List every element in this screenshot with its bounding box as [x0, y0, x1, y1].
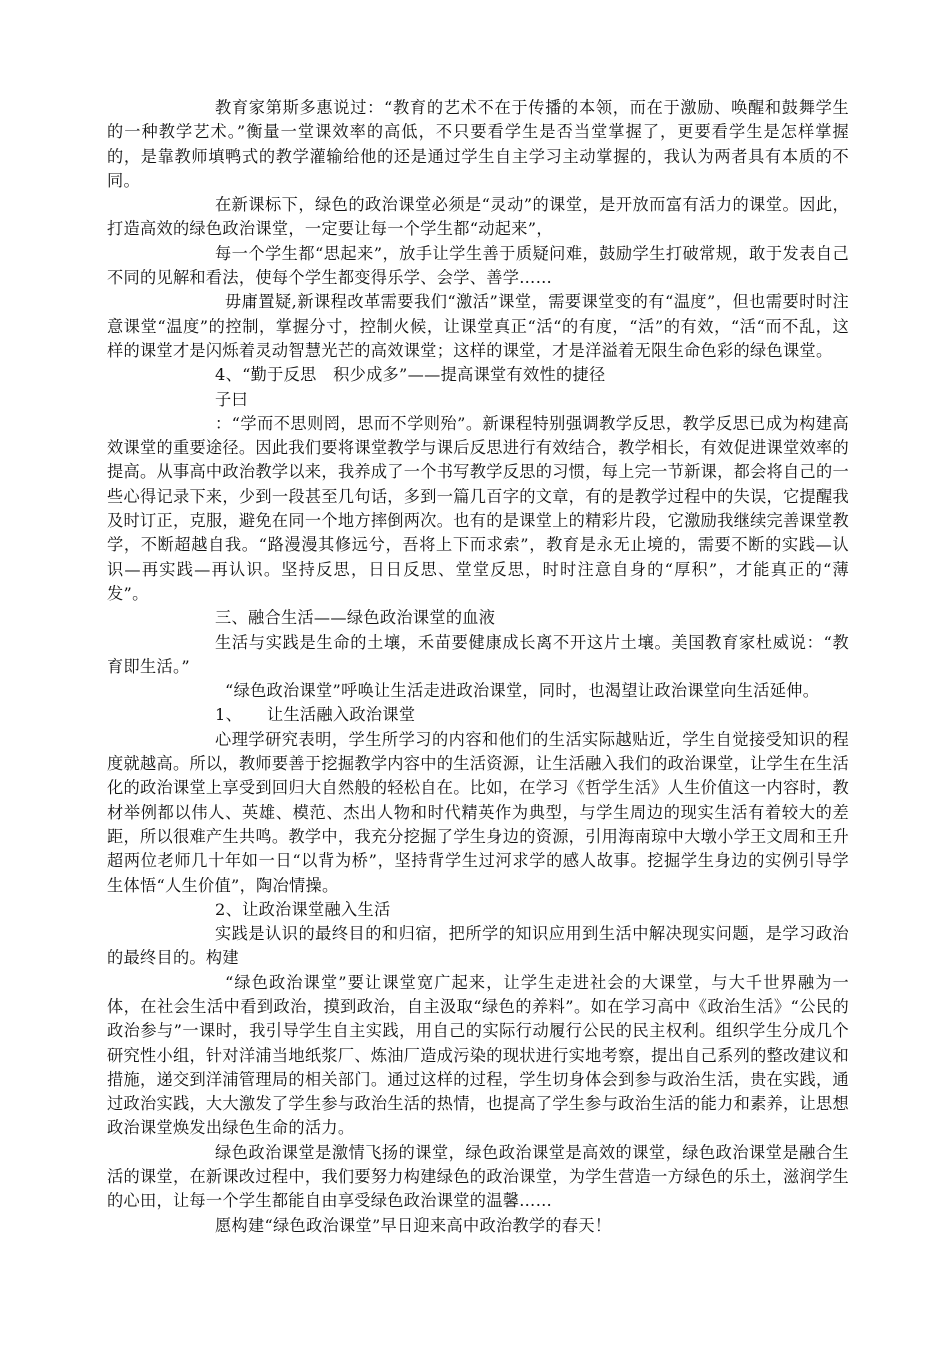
- section-heading: 4、“勤于反思 积少成多”——提高课堂有效性的捷径: [215, 365, 606, 385]
- paragraph: 愿构建“绿色政治课堂”早日迎来高中政治教学的春天！: [215, 1215, 612, 1235]
- paragraph: 生活与实践是生命的土壤，禾苗要健康成长离不开这片土壤。美国教育家杜威说：“教育即生活。”: [107, 632, 849, 676]
- paragraph: 绿色政治课堂是激情飞扬的课堂，绿色政治课堂是高效的课堂，绿色政治课堂是融合生活的课堂，在新课改过程中，我们要努力构建绿色的政治课堂，为学生营造一方绿色的乐土，滋润学生的心田，让每一个学生都能自由享受绿色政治课堂的温馨……: [107, 1142, 849, 1211]
- paragraph: 心理学研究表明，学生所学习的内容和他们的生活实际越贴近，学生自觉接受知识的程度就越高。所以，教师要善于挖掘教学内容中的生活资源，让生活融入我们的政治课堂，让学生在生活化的政治课堂上享受到回归大自然般的轻松自在。比如，在学习《哲学生活》人生价值这一内容时，教材举例都以伟人、英雄、模范、杰出人物和时代精英作为典型，与学生周边的现实生活有着较大的差距，所以很难产生共鸣。教学中，我充分挖掘了学生身边的资源，引用海南琼中大墩小学王文周和王升超两位老师几十年如一日“以背为桥”，坚持背学生过河求学的感人故事。挖掘学生身边的实例引导学生体悟“人生价值”，陶冶情操。: [107, 729, 849, 895]
- section-heading: 三、融合生活——绿色政治课堂的血液: [215, 608, 496, 628]
- paragraph: “绿色政治课堂”要让课堂宽广起来，让学生走进社会的大课堂，与大千世界融为一体，在社会生活中看到政治，摸到政治，自主汲取“绿色的养料”。如在学习高中《政治生活》“公民的政治参与”一课时，我引导学生自主实践，用自己的实际行动履行公民的民主权利。组织学生分成几个研究性小组，针对洋浦当地纸浆厂、炼油厂造成污染的现状进行实地考察，提出自己系列的整改建议和措施，递交到洋浦管理局的相关部门。通过这样的过程，学生切身体会到参与政治生活，贵在实践，通过政治实践，大大激发了学生参与政治生活的热情，也提高了学生参与政治生活的能力和素养，让思想政治课堂焕发出绿色生命的活力。: [107, 972, 849, 1138]
- paragraph: 子曰: [215, 389, 248, 409]
- paragraph: “绿色政治课堂”呼唤让生活走进政治课堂，同时，也渴望让政治课堂向生活延伸。: [225, 681, 820, 701]
- section-heading: 1、 让生活融入政治课堂: [215, 705, 416, 725]
- document-body: [107, 96, 849, 1238]
- section-heading: 2、让政治课堂融入生活: [215, 899, 391, 919]
- paragraph: ：“学而不思则罔，思而不学则殆”。新课程特别强调教学反思，教学反思已成为构建高效课堂的重要途径。因此我们要将课堂教学与课后反思进行有效结合，教学相长，有效促进课堂效率的提高。从事高中政治教学以来，我养成了一个书写教学反思的习惯，每上完一节新课，都会将自己的一些心得记录下来，少到一段甚至几句话，多到一篇几百字的文章，有的是教学过程中的失误，它提醒我及时订正，克服，避免在同一个地方摔倒两次。也有的是课堂上的精彩片段，它激励我继续完善课堂教学，不断超越自我。“路漫漫其修远兮，吾将上下而求索”，教育是永无止境的，需要不断的实践—认识—再实践—再认识。坚持反思，日日反思、堂堂反思，时时注意自身的“厚积”，才能真正的“薄发”。: [107, 413, 849, 603]
- paragraph: 每一个学生都“思起来”，放手让学生善于质疑问难，鼓励学生打破常规，敢于发表自己不同的见解和看法，使每个学生都变得乐学、会学、善学……: [107, 243, 849, 288]
- paragraph: 实践是认识的最终目的和归宿，把所学的知识应用到生活中解决现实问题，是学习政治的最终目的。构建: [107, 924, 849, 968]
- paragraph: 教育家第斯多惠说过：“教育的艺术不在于传播的本领，而在于激励、唤醒和鼓舞学生的一种教学艺术。”衡量一堂课效率的高低，不只要看学生是否当堂掌握了，更要看学生是怎样掌握的，是靠教师填鸭式的教学灌输给他的还是通过学生自主学习主动掌握的，我认为两者具有本质的不同。: [107, 98, 849, 190]
- paragraph: 在新课标下，绿色的政治课堂必须是“灵动”的课堂，是开放而富有活力的课堂。因此，打造高效的绿色政治课堂，一定要让每一个学生都“动起来”，: [107, 195, 849, 239]
- paragraph: 毋庸置疑,新课程改革需要我们“激活”课堂，需要课堂变的有“温度”，但也需要时时注意课堂“温度”的控制，掌握分寸，控制火候，让课堂真正“活“的有度，“活”的有效，“活“而不乱，这样的课堂才是闪烁着灵动智慧光芒的高效课堂；这样的课堂，才是洋溢着无限生命色彩的绿色课堂。: [107, 292, 849, 360]
